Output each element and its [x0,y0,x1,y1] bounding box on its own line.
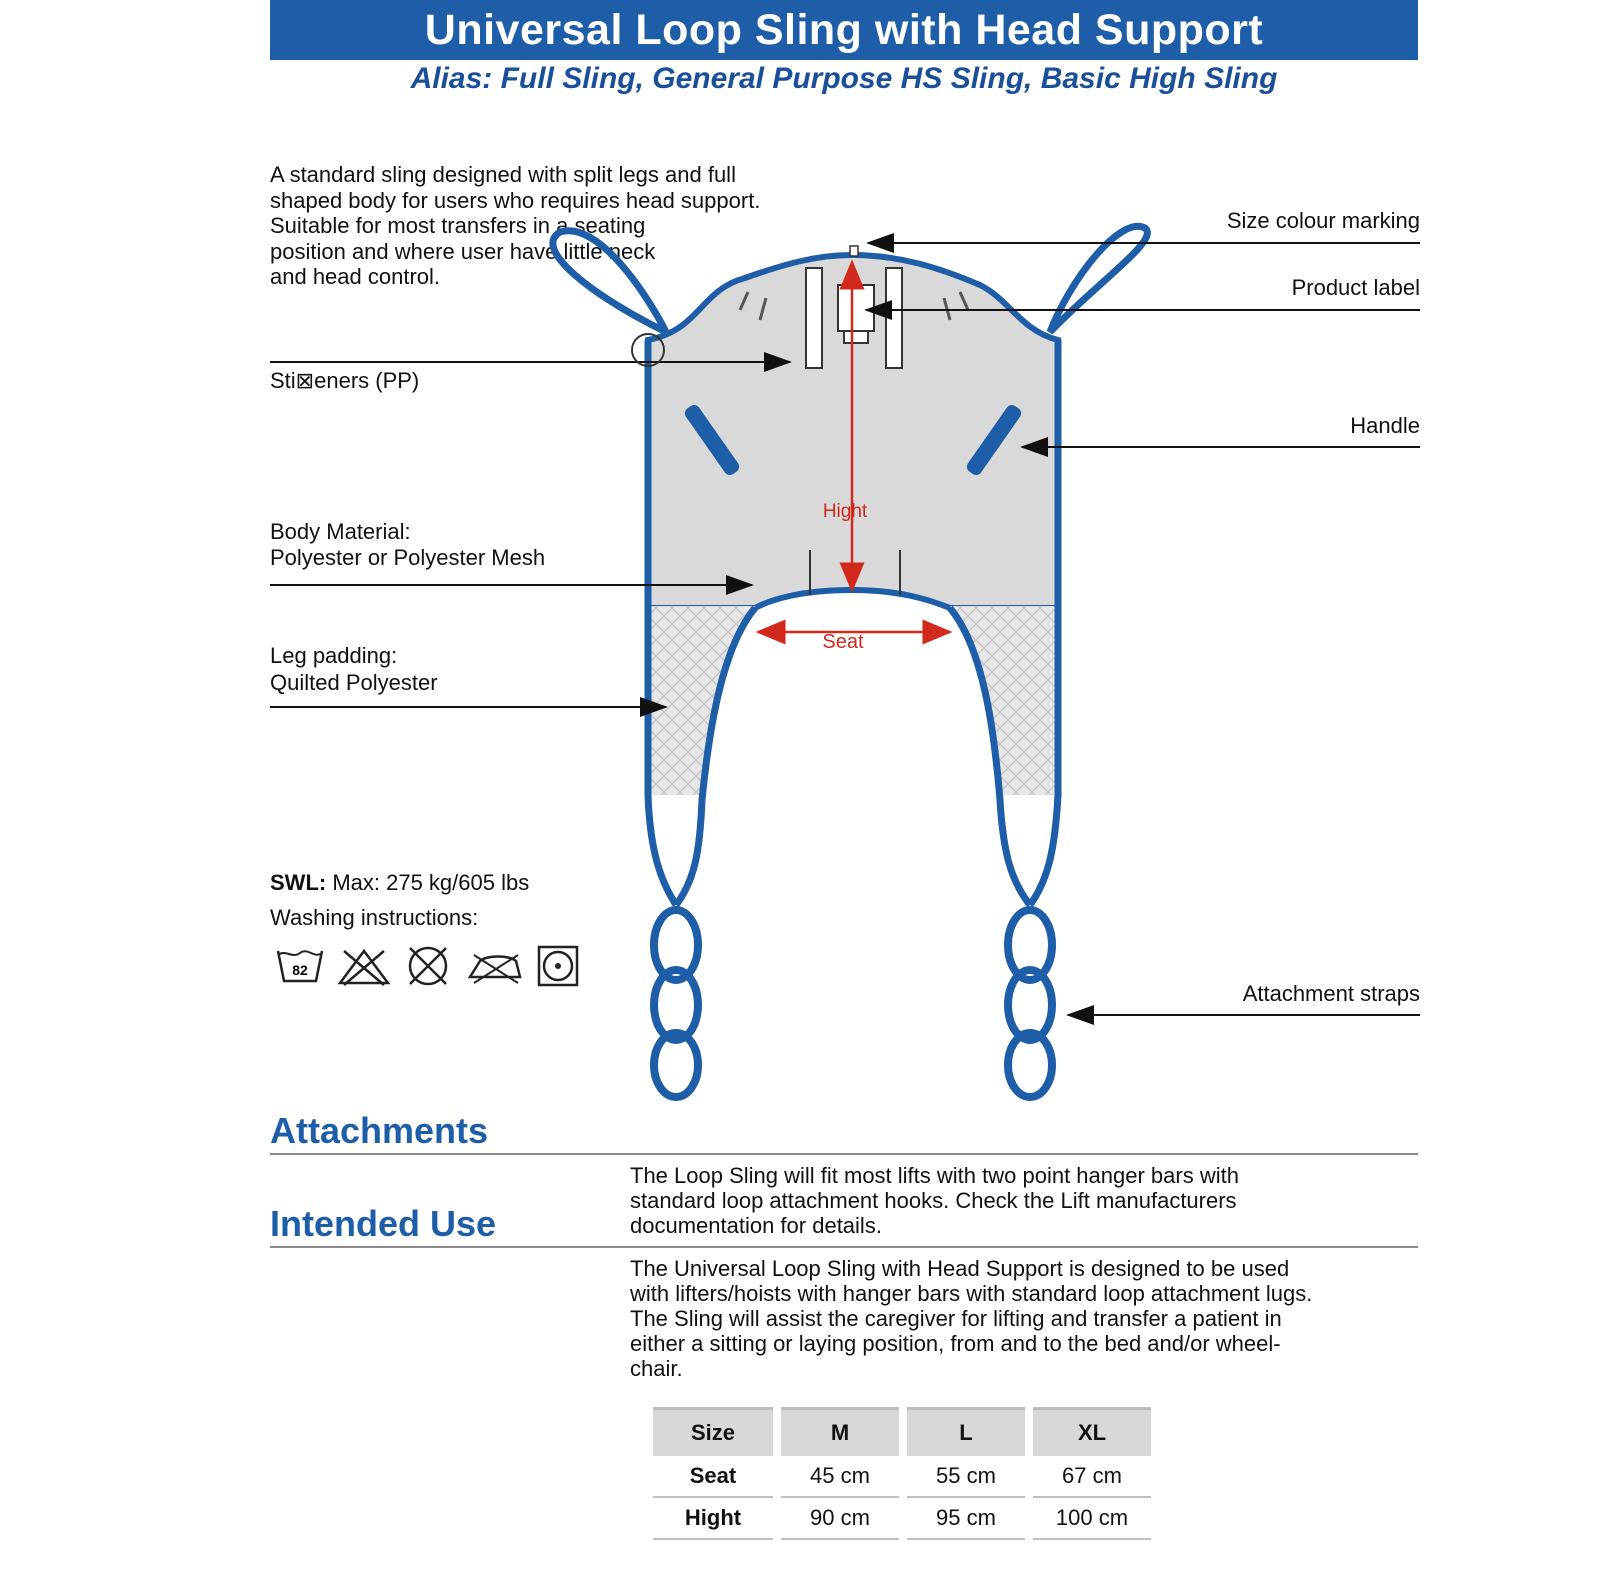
attachments-divider [270,1153,1418,1155]
stiffener-right [886,268,902,368]
swl-info [270,870,529,896]
table-row [653,1498,1151,1540]
table-cell: 90 cm [781,1498,899,1540]
alias-subtitle: Alias: Full Sling, General Purpose HS Sling, Basic High Sling [410,62,1278,95]
intended-use-heading: Intended Use [270,1203,497,1244]
description-line: shaped body for users who requires head support. [270,187,761,213]
intended-use-line: The Universal Loop Sling with Head Support is designed to be used [630,1256,1290,1281]
attachments-text [630,1163,1420,1238]
callout-leg-padding-value: Quilted Polyester [270,670,438,695]
size-table-header-row [653,1407,1151,1456]
intended-use-text [630,1256,1420,1381]
table-cell: 100 cm [1033,1498,1151,1540]
page-title: Universal Loop Sling with Head Support [424,5,1264,54]
intended-use-line: The Sling will assist the caregiver for lifting and transfer a patient in [630,1306,1282,1331]
left-attachment-strap [654,910,698,1097]
table-cell: 45 cm [781,1456,899,1498]
attachments-line: standard loop attachment hooks. Check the Lift manufacturers [630,1188,1237,1213]
size-table-header: Size [653,1407,773,1456]
size-table-header: L [907,1407,1025,1456]
callout-leg-padding-title: Leg padding: [270,643,398,668]
size-table-header: XL [1033,1407,1151,1456]
table-cell: 67 cm [1033,1456,1151,1498]
swl-value: Max: 275 kg/605 lbs [332,870,530,895]
callout-body-material-title: Body Material: [270,519,411,544]
description-line: A standard sling designed with split legs and full [270,162,736,187]
tumble-dry-icon [536,944,580,988]
attachments-line: The Loop Sling will fit most lifts with two point hanger bars with [630,1163,1239,1188]
seat-label: Seat [822,631,864,653]
right-attachment-strap [1008,910,1052,1097]
size-table [645,1407,1159,1540]
description-line: and head control. [270,264,441,289]
intended-use-line: either a sitting or laying position, from and to the bed and/or wheel- [630,1331,1281,1356]
callout-handle: Handle [1350,413,1420,438]
stiffener-left [806,268,822,368]
table-row [653,1456,1151,1498]
attachments-heading: Attachments [270,1110,489,1151]
size-colour-marking [850,246,858,256]
intended-use-line: chair. [630,1356,683,1381]
washing-icons [274,944,580,988]
height-label: Hight [822,501,868,522]
callout-product-label: Product label [1291,275,1420,300]
wash-82-icon [274,945,326,987]
callout-size-colour-marking: Size colour marking [1226,208,1420,233]
product-label [838,285,874,331]
callout-attachment-straps: Attachment straps [1242,981,1420,1006]
wash-temperature: 82 [292,962,308,978]
description-line: position and where user have little neck [270,238,656,264]
description-line: Suitable for most transfers in a seating [270,213,646,238]
size-table-header: M [781,1407,899,1456]
intended-use-divider [270,1246,1418,1248]
callout-body-material-value: Polyester or Polyester Mesh [270,545,546,570]
swl-label: SWL: [270,870,327,895]
intended-use-line: with lifters/hoists with hanger bars with standard loop attachment lugs. [630,1281,1313,1306]
washing-title: Washing instructions: [270,905,479,930]
table-cell: Seat [653,1456,773,1498]
left-head-loop [553,231,666,332]
table-cell: Hight [653,1498,773,1540]
no-iron-icon [464,945,526,987]
no-bleach-icon [336,945,392,987]
callout-stiffeners: Sti⊠eners (PP) [270,368,420,393]
table-cell: 95 cm [907,1498,1025,1540]
attachments-line: documentation for details. [630,1213,882,1238]
no-dry-clean-icon [402,944,454,988]
table-cell: 55 cm [907,1456,1025,1498]
